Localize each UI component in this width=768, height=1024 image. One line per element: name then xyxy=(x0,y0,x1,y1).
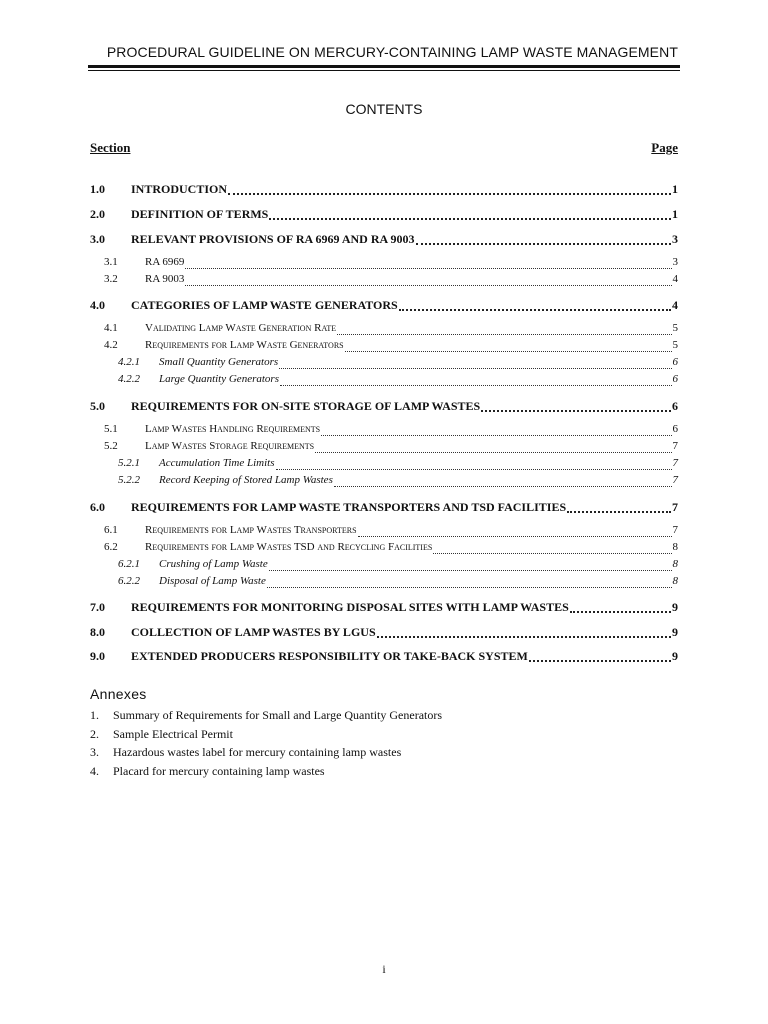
toc-column-headers xyxy=(90,140,678,156)
toc-entry-number: 3.0 xyxy=(90,232,105,246)
dot-leader xyxy=(321,435,671,436)
toc-entry-title: RELEVANT PROVISIONS OF RA 6969 AND RA 9003 xyxy=(131,232,415,246)
toc-entry-title: REQUIREMENTS FOR LAMP WASTE TRANSPORTERS AND TSD FACILITIES xyxy=(131,500,567,514)
toc-entry-page: 4 xyxy=(672,298,678,312)
toc-entry[interactable] xyxy=(90,500,678,516)
toc-entry-page: 7 xyxy=(672,457,678,469)
toc-entry[interactable] xyxy=(90,541,678,557)
dot-leader xyxy=(399,309,671,311)
toc-entry-number: 5.1 xyxy=(104,423,118,435)
toc-entry-title: Crushing of Lamp Waste xyxy=(159,558,268,570)
toc-entry-title: RA 9003 xyxy=(145,273,185,285)
toc-entry-page: 3 xyxy=(672,256,678,268)
annex-item xyxy=(90,727,233,742)
toc-entry-title: Record Keeping of Stored Lamp Wastes xyxy=(159,474,333,486)
dot-leader xyxy=(481,410,671,412)
toc-entry[interactable] xyxy=(90,339,678,355)
toc-entry-page: 6 xyxy=(672,373,678,385)
toc-entry-title: Requirements for Lamp Wastes Transporters xyxy=(145,524,357,536)
toc-entry-page: 7 xyxy=(672,440,678,452)
toc-entry[interactable] xyxy=(90,356,678,372)
toc-entry-number: 5.2.2 xyxy=(118,474,140,486)
toc-entry-title: REQUIREMENTS FOR ON-SITE STORAGE OF LAMP WASTES xyxy=(131,399,481,413)
toc-entry-title: Accumulation Time Limits xyxy=(159,457,275,469)
annex-text: Placard for mercury containing lamp wastes xyxy=(113,764,325,778)
toc-entry-number: 6.2 xyxy=(104,541,118,553)
toc-entry[interactable] xyxy=(90,399,678,415)
toc-entry-page: 5 xyxy=(672,322,678,334)
toc-entry-number: 3.1 xyxy=(104,256,118,268)
annex-item xyxy=(90,764,325,779)
dot-leader xyxy=(416,243,672,245)
dot-leader xyxy=(267,587,672,588)
toc-entry-page: 9 xyxy=(672,625,678,639)
toc-entry-title: Validating Lamp Waste Generation Rate xyxy=(145,322,337,334)
toc-entry[interactable] xyxy=(90,373,678,389)
header-rule-thick xyxy=(88,65,680,68)
toc-entry-title: Lamp Wastes Storage Requirements xyxy=(145,440,315,452)
section-column-label: Section xyxy=(90,140,131,155)
dot-leader xyxy=(280,385,672,386)
annexes-heading: Annexes xyxy=(90,686,147,702)
annex-number: 3. xyxy=(90,745,99,759)
toc-entry[interactable] xyxy=(90,182,678,198)
dot-leader xyxy=(377,636,671,638)
toc-entry-title: Large Quantity Generators xyxy=(159,373,279,385)
page-number: i xyxy=(382,962,386,976)
toc-entry-page: 7 xyxy=(672,474,678,486)
toc-entry[interactable] xyxy=(90,273,678,289)
annex-number: 2. xyxy=(90,727,99,741)
toc-entry-number: 4.2.2 xyxy=(118,373,140,385)
toc-entry-number: 6.1 xyxy=(104,524,118,536)
annex-number: 1. xyxy=(90,708,99,722)
toc-entry-number: 7.0 xyxy=(90,600,105,614)
toc-entry[interactable] xyxy=(90,649,678,665)
toc-entry-page: 8 xyxy=(672,541,678,553)
dot-leader xyxy=(269,570,672,571)
contents-heading: CONTENTS xyxy=(345,101,423,117)
annex-item xyxy=(90,745,401,760)
toc-entry-page: 9 xyxy=(672,649,678,663)
toc-entry-number: 5.2 xyxy=(104,440,118,452)
toc-entry-page: 4 xyxy=(672,273,678,285)
dot-leader xyxy=(345,351,672,352)
dot-leader xyxy=(334,486,672,487)
toc-entry[interactable] xyxy=(90,440,678,456)
toc-entry-title: REQUIREMENTS FOR MONITORING DISPOSAL SITES WITH LAMP WASTES xyxy=(131,600,569,614)
toc-entry[interactable] xyxy=(90,232,678,248)
toc-entry-title: COLLECTION OF LAMP WASTES BY LGUS xyxy=(131,625,376,639)
toc-entry-page: 6 xyxy=(672,399,678,413)
dot-leader xyxy=(358,536,672,537)
document-header: PROCEDURAL GUIDELINE ON MERCURY-CONTAINING LAMP WASTE MANAGEMENT xyxy=(106,44,678,60)
toc-entry[interactable] xyxy=(90,524,678,540)
toc-entry-page: 5 xyxy=(672,339,678,351)
toc-entry-title: Requirements for Lamp Wastes TSD and Recycling Facilities xyxy=(145,541,433,553)
toc-entry-number: 5.2.1 xyxy=(118,457,140,469)
toc-entry-number: 3.2 xyxy=(104,273,118,285)
annex-text: Summary of Requirements for Small and Large Quantity Generators xyxy=(113,708,443,722)
toc-entry-title: DEFINITION OF TERMS xyxy=(131,207,269,221)
toc-entry-number: 4.0 xyxy=(90,298,105,312)
toc-entry-number: 1.0 xyxy=(90,182,105,196)
toc-entry-number: 2.0 xyxy=(90,207,105,221)
toc-entry-page: 8 xyxy=(672,558,678,570)
annex-number: 4. xyxy=(90,764,99,778)
toc-entry-title: CATEGORIES OF LAMP WASTE GENERATORS xyxy=(131,298,398,312)
toc-entry-number: 9.0 xyxy=(90,649,105,663)
toc-entry[interactable] xyxy=(90,298,678,314)
toc-entry-page: 7 xyxy=(672,524,678,536)
dot-leader xyxy=(269,218,671,220)
toc-entry-number: 8.0 xyxy=(90,625,105,639)
toc-entry-title: INTRODUCTION xyxy=(131,182,228,196)
toc-entry[interactable] xyxy=(90,457,678,473)
dot-leader xyxy=(567,511,671,513)
toc-entry-title: RA 6969 xyxy=(145,256,185,268)
annex-text: Hazardous wastes label for mercury containing lamp wastes xyxy=(113,745,402,759)
annex-text: Sample Electrical Permit xyxy=(113,727,233,741)
dot-leader xyxy=(185,285,671,286)
toc-entry-number: 6.0 xyxy=(90,500,105,514)
toc-entry[interactable] xyxy=(90,600,678,616)
toc-entry[interactable] xyxy=(90,575,678,591)
toc-entry[interactable] xyxy=(90,558,678,574)
toc-entry-page: 3 xyxy=(672,232,678,246)
dot-leader xyxy=(529,660,671,662)
toc-entry-page: 6 xyxy=(672,356,678,368)
dot-leader xyxy=(228,193,671,195)
toc-entry[interactable] xyxy=(90,423,678,439)
dot-leader xyxy=(185,268,671,269)
dot-leader xyxy=(315,452,671,453)
toc-entry-number: 6.2.2 xyxy=(118,575,140,587)
toc-entry-number: 6.2.1 xyxy=(118,558,140,570)
toc-entry-page: 1 xyxy=(672,182,678,196)
toc-entry-page: 8 xyxy=(672,575,678,587)
toc-entry-number: 5.0 xyxy=(90,399,105,413)
header-rule-thin xyxy=(88,70,680,71)
toc-entry-page: 7 xyxy=(672,500,678,514)
toc-entry[interactable] xyxy=(90,322,678,338)
toc-entry-title: Requirements for Lamp Waste Generators xyxy=(145,339,344,351)
page-column-label: Page xyxy=(651,140,678,155)
toc-entry-number: 4.2 xyxy=(104,339,118,351)
toc-entry-title: EXTENDED PRODUCERS RESPONSIBILITY OR TAKE-BACK SYSTEM xyxy=(131,649,528,663)
dot-leader xyxy=(276,469,672,470)
toc-entry[interactable] xyxy=(90,256,678,272)
toc-entry-number: 4.2.1 xyxy=(118,356,140,368)
toc-entry-page: 1 xyxy=(672,207,678,221)
toc-entry-title: Lamp Wastes Handling Requirements xyxy=(145,423,321,435)
toc-entry-page: 9 xyxy=(672,600,678,614)
toc-entry[interactable] xyxy=(90,625,678,641)
toc-entry-page: 6 xyxy=(672,423,678,435)
dot-leader xyxy=(337,334,671,335)
dot-leader xyxy=(570,611,671,613)
annex-item xyxy=(90,708,442,723)
toc-entry-title: Disposal of Lamp Waste xyxy=(159,575,266,587)
toc-entry[interactable] xyxy=(90,474,678,490)
dot-leader xyxy=(279,368,671,369)
toc-entry-number: 4.1 xyxy=(104,322,118,334)
toc-entry-title: Small Quantity Generators xyxy=(159,356,279,368)
toc-entry[interactable] xyxy=(90,207,678,223)
dot-leader xyxy=(433,553,671,554)
